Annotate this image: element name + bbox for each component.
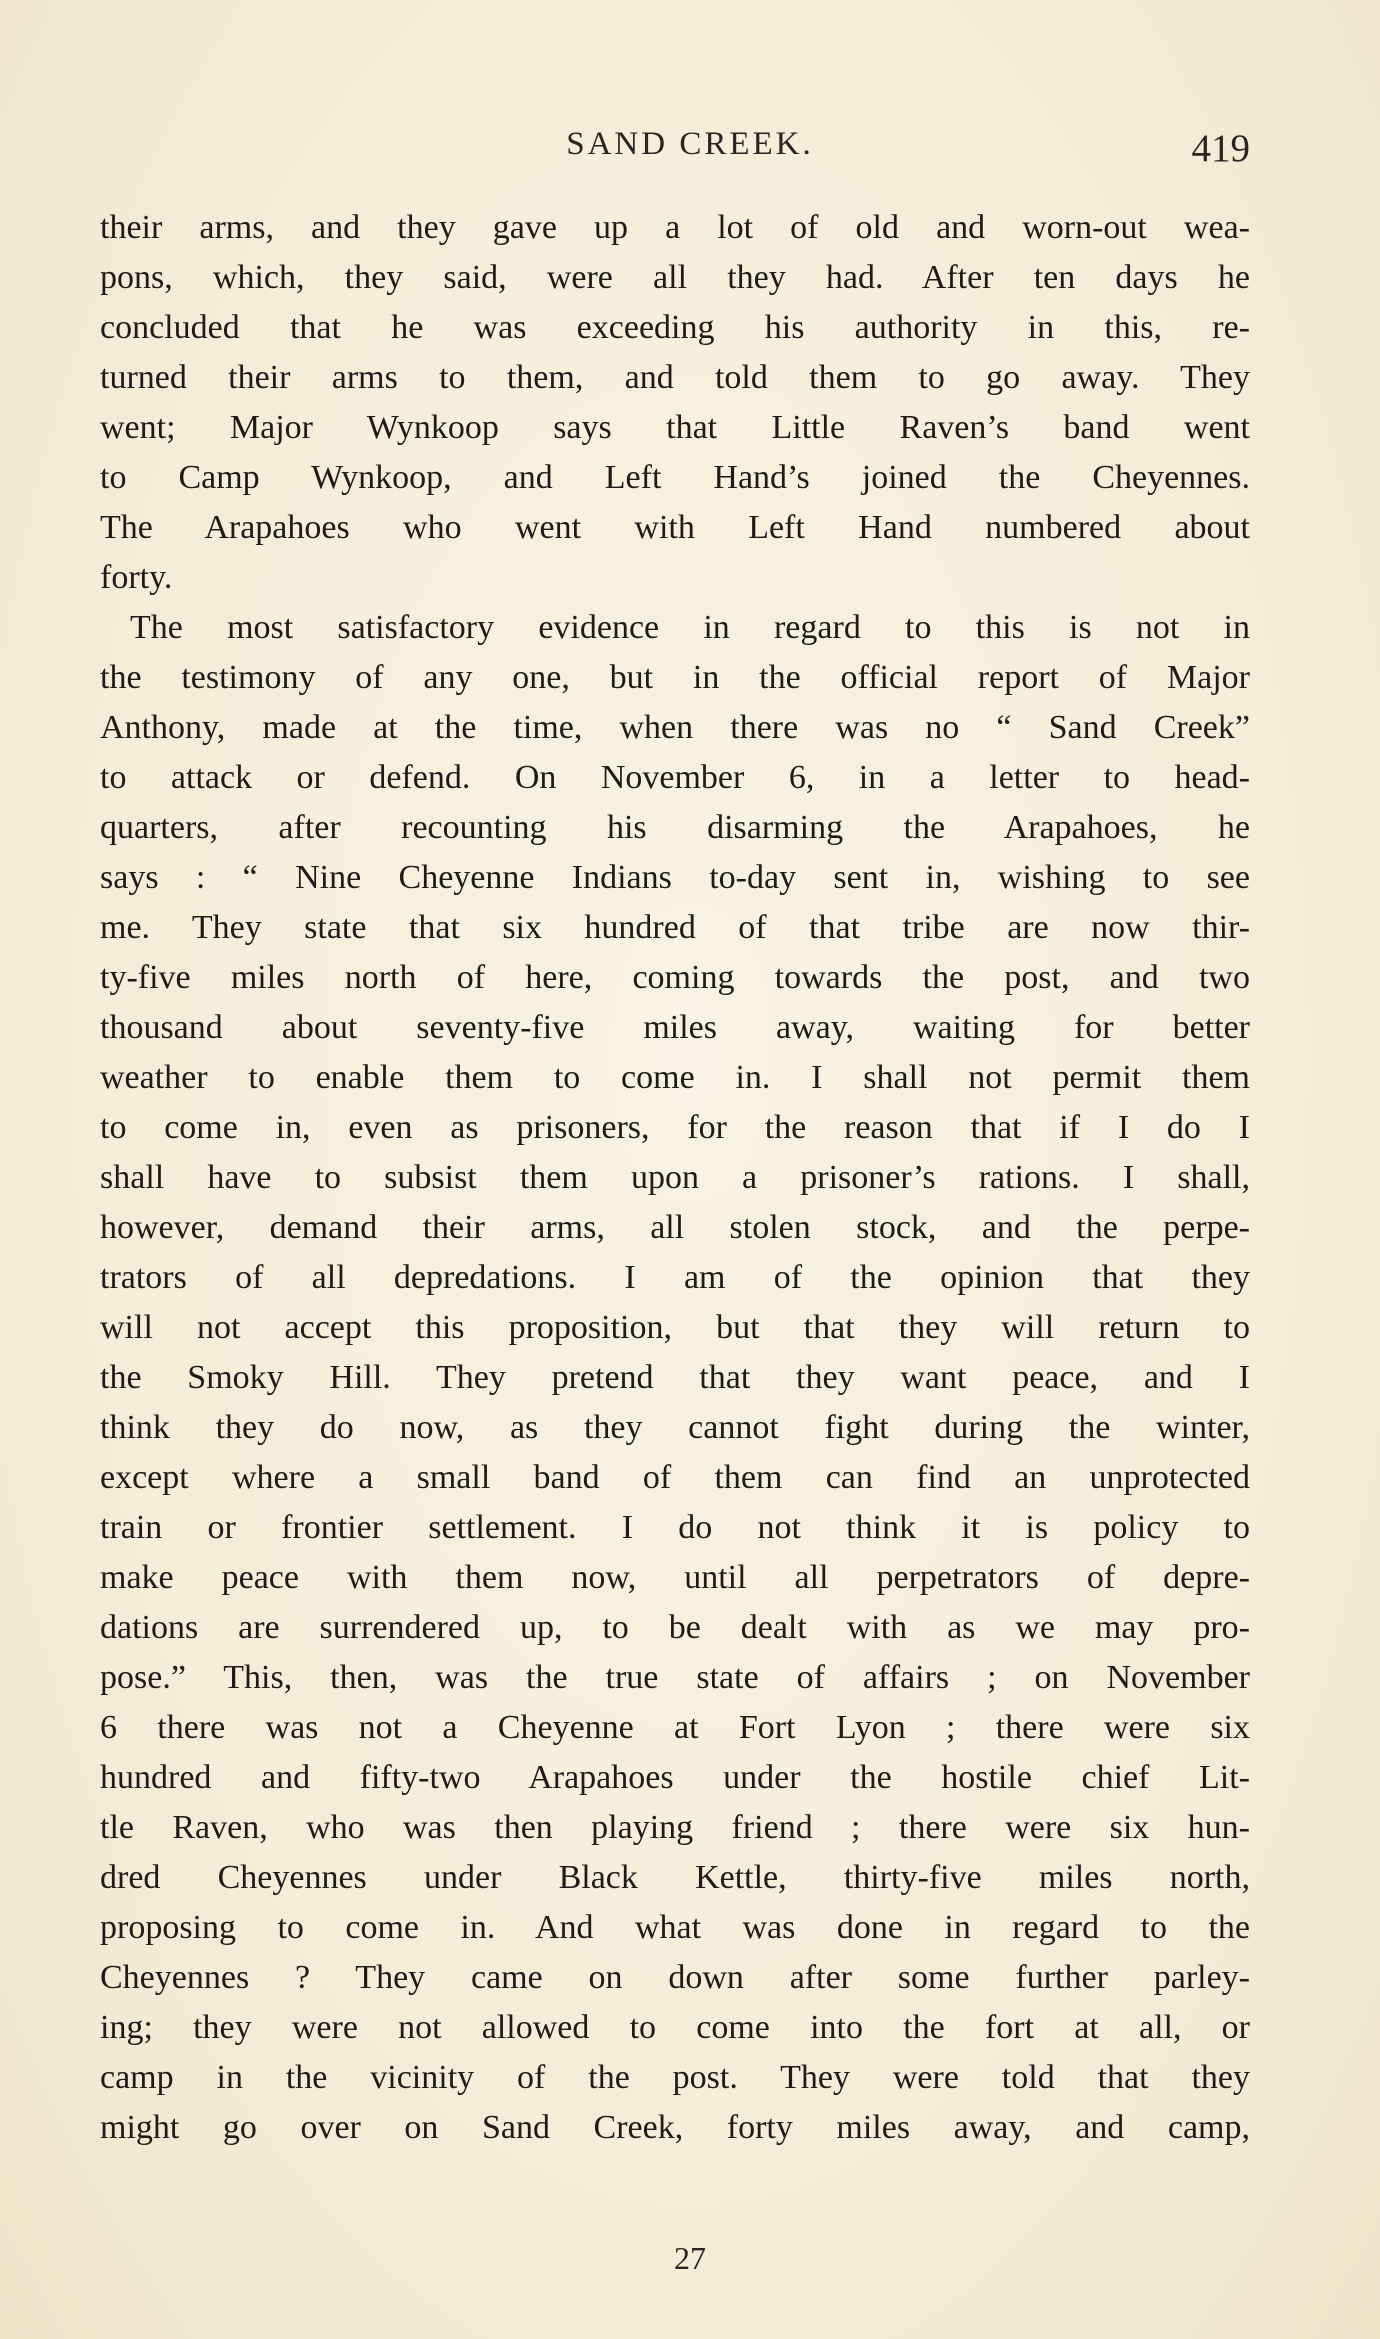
text-line: turned their arms to them, and told them to go away. They (100, 359, 1250, 396)
text-line: pose.” This, then, was the true state of affairs ; on November (100, 1659, 1250, 1696)
signature-mark: 27 (674, 2240, 706, 2276)
text-line: Anthony, made at the time, when there was no “ Sand Creek” (100, 709, 1250, 746)
running-head (0, 126, 1380, 186)
text-line: quarters, after recounting his disarming the Arapahoes, he (100, 809, 1250, 846)
text-line: weather to enable them to come in. I shall not permit them (100, 1059, 1250, 1096)
text-line: the testimony of any one, but in the official report of Major (100, 659, 1250, 696)
text-line: shall have to subsist them upon a prisoner’s rations. I shall, (100, 1159, 1250, 1196)
text-line: trators of all depredations. I am of the opinion that they (100, 1259, 1250, 1296)
text-line: dred Cheyennes under Black Kettle, thirty-five miles north, (100, 1859, 1250, 1896)
text-line: hundred and fifty-two Arapahoes under the hostile chief Lit- (100, 1759, 1250, 1796)
text-line: their arms, and they gave up a lot of old and worn-out wea- (100, 209, 1250, 246)
text-line: train or frontier settlement. I do not think it is policy to (100, 1509, 1250, 1546)
text-line: me. They state that six hundred of that tribe are now thir- (100, 909, 1250, 946)
text-line: to Camp Wynkoop, and Left Hand’s joined the Cheyennes. (100, 459, 1250, 496)
text-line: ing; they were not allowed to come into the fort at all, or (100, 2009, 1250, 2046)
text-line: proposing to come in. And what was done in regard to the (100, 1909, 1250, 1946)
text-line: thousand about seventy-five miles away, waiting for better (100, 1009, 1250, 1046)
text-line: however, demand their arms, all stolen stock, and the perpe- (100, 1209, 1250, 1246)
text-line: says : “ Nine Cheyenne Indians to-day sent in, wishing to see (100, 859, 1250, 896)
text-line: except where a small band of them can find an unprotected (100, 1459, 1250, 1496)
body-text (100, 203, 1250, 2153)
text-line: will not accept this proposition, but that they will return to (100, 1309, 1250, 1346)
text-line: tle Raven, who was then playing friend ; there were six hun- (100, 1809, 1250, 1846)
running-title: SAND CREEK. (566, 126, 814, 162)
text-line: forty. (100, 559, 173, 596)
text-line: to come in, even as prisoners, for the reason that if I do I (100, 1109, 1250, 1146)
text-line: 6 there was not a Cheyenne at Fort Lyon ; there were six (100, 1709, 1250, 1746)
text-line: might go over on Sand Creek, forty miles away, and camp, (100, 2109, 1250, 2146)
text-line: ty-five miles north of here, coming towards the post, and two (100, 959, 1250, 996)
text-line: think they do now, as they cannot fight during the winter, (100, 1409, 1250, 1446)
text-line: concluded that he was exceeding his authority in this, re- (100, 309, 1250, 346)
text-line: camp in the vicinity of the post. They were told that they (100, 2059, 1250, 2096)
text-line: to attack or defend. On November 6, in a letter to head- (100, 759, 1250, 796)
text-line: The Arapahoes who went with Left Hand numbered about (100, 509, 1250, 546)
paragraph-start-line: The most satisfactory evidence in regard to this is not in (130, 609, 1250, 646)
text-line: dations are surrendered up, to be dealt with as we may pro- (100, 1609, 1250, 1646)
text-line: Cheyennes ? They came on down after some further parley- (100, 1959, 1250, 1996)
text-line: went; Major Wynkoop says that Little Raven’s band went (100, 409, 1250, 446)
page-number: 419 (1191, 127, 1250, 170)
text-line: make peace with them now, until all perpetrators of depre- (100, 1559, 1250, 1596)
text-line: pons, which, they said, were all they had. After ten days he (100, 259, 1250, 296)
text-line: the Smoky Hill. They pretend that they want peace, and I (100, 1359, 1250, 1396)
